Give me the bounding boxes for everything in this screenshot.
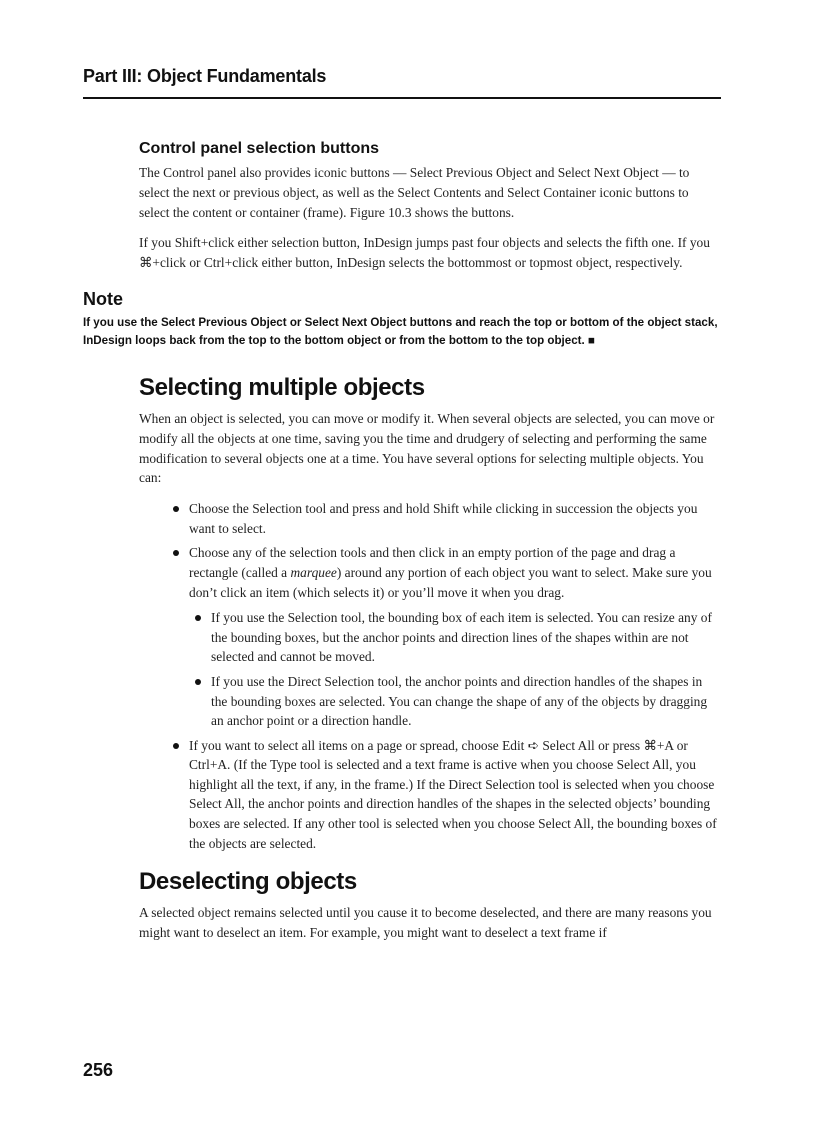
list-item-text: ) around any portion of each object you want to select. Make sure you don’t click an item (which selects it) or you’ll move it when you drag. <box>189 564 712 600</box>
sub-list-item <box>211 672 721 731</box>
section-heading-selecting-multiple: Selecting multiple objects <box>139 373 425 401</box>
list-item <box>189 736 721 854</box>
list-item-text: Choose the Selection tool and press and hold Shift while clicking in succession the objects you want to select. <box>189 501 698 536</box>
list-item-text: If you use the Direct Selection tool, the anchor points and direction handles of the shapes in the bounding boxes are selected. You can change the shape of any of the objects by dragging an anchor point or a direction handle. <box>211 673 708 729</box>
list-item-text: If you want to select all items on a page or spread, choose Edit ➪ Select All or press ⌘+A or Ctrl+A. (If the Type tool is selected and a text frame is active when you choose Select All, you highlight all the text, if any, in the frame.) If the Direct Selection tool is selected when you choose Select All, the anchor points and direction handles of the shapes in the selected objects’ bounding boxes are selected. If any other tool is selected when you choose Select All, the bounding boxes of the objects are selected. <box>189 737 717 851</box>
paragraph: The Control panel also provides iconic buttons — Select Previous Object and Select Next Object — to select the next or previous object, as well as the Select Contents and Select Container iconic buttons to select the content or container (frame). Figure 10.3 shows the buttons. <box>139 165 690 220</box>
sub-list <box>189 608 721 731</box>
page-content <box>83 140 721 954</box>
paragraph: A selected object remains selected until you cause it to become deselected, and there are many reasons you might want to deselect an item. For example, you might want to deselect a text frame if <box>139 905 712 941</box>
paragraph: If you Shift+click either selection button, InDesign jumps past four objects and selects the fifth one. If you ⌘+click or Ctrl+click either button, InDesign selects the bottommost or topmost object, respectively. <box>139 235 710 271</box>
list-item-text: Choose any of the selection tools and then click in an empty portion of the page and drag a rectangle (called a <box>189 545 676 580</box>
paragraph: When an object is selected, you can move or modify it. When several objects are selected, you can move or modify all the objects at one time, saving you the time and drudgery of selecting and performing the same modification to several objects one at a time. You have several options for selecting multiple objects. You can: <box>139 410 715 486</box>
note-box <box>83 289 723 351</box>
section-heading-deselecting: Deselecting objects <box>139 868 357 896</box>
list-item <box>189 543 721 730</box>
term-marquee: marquee <box>290 564 337 580</box>
running-head: Part III: Object Fundamentals <box>83 66 327 86</box>
page-number: 256 <box>83 1060 114 1080</box>
note-text: If you use the Select Previous Object or Select Next Object buttons and reach the top or bottom of the object stack, InDesign loops back from the top to the bottom object or from the bottom to the top object. ■ <box>83 315 718 348</box>
section-heading-control-panel: Control panel selection buttons <box>139 140 380 157</box>
selection-options-list <box>139 499 721 853</box>
note-title: Note <box>83 288 123 309</box>
list-item-text: If you use the Selection tool, the bounding box of each item is selected. You can resize any of the bounding boxes, but the anchor points and direction lines of the shapes within are not selected and cannot be moved. <box>211 610 712 665</box>
header-rule <box>83 97 721 99</box>
list-item <box>189 499 721 538</box>
sub-list-item <box>211 608 721 667</box>
